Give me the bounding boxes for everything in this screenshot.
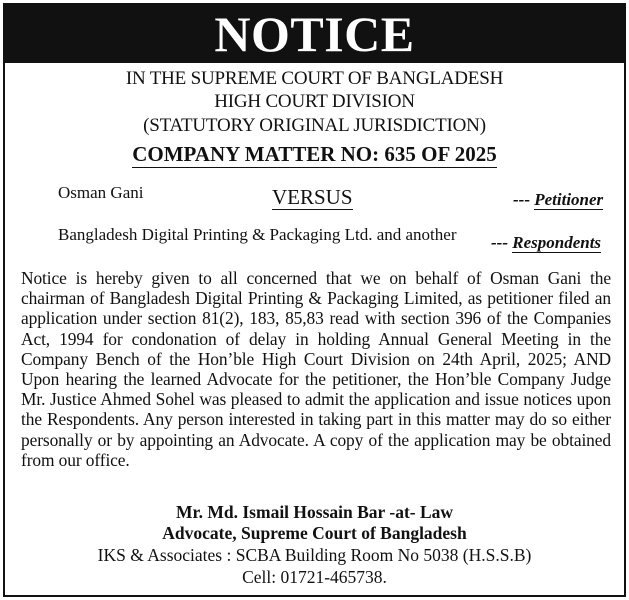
petitioner-role-label: Petitioner bbox=[534, 190, 604, 209]
notice-banner: NOTICE bbox=[5, 5, 624, 63]
petitioner-dashes: --- bbox=[513, 190, 530, 209]
notice-frame bbox=[3, 3, 626, 597]
advocate-name: Mr. Md. Ismail Hossain Bar -at- Law bbox=[175, 502, 454, 522]
advocate-title: Advocate, Supreme Court of Bangladesh bbox=[162, 523, 467, 543]
petitioner-name: Osman Gani bbox=[58, 183, 144, 202]
court-jurisdiction: (STATUTORY ORIGINAL JURISDICTION) bbox=[143, 115, 486, 136]
company-matter bbox=[5, 142, 624, 166]
respondent-role bbox=[491, 233, 601, 253]
respondent-name: Bangladesh Digital Printing & Packaging Ltd. and another bbox=[58, 225, 457, 244]
cell-number: Cell: 01721-465738. bbox=[242, 567, 387, 587]
respondent-role-label: Respondents bbox=[512, 233, 602, 252]
respondent-dashes: --- bbox=[491, 233, 508, 252]
office-address: IKS & Associates : SCBA Building Room No 5038 (H.S.S.B) bbox=[97, 545, 532, 565]
court-name: IN THE SUPREME COURT OF BANGLADESH bbox=[125, 68, 504, 89]
company-matter-number: COMPANY MATTER NO: 635 OF 2025 bbox=[132, 142, 497, 166]
petitioner-role bbox=[513, 190, 603, 210]
versus-text: VERSUS bbox=[272, 185, 353, 209]
notice-body: Notice is hereby given to all concerned that we on behalf of Osman Gani the chairman of Bangladesh Digital Printing & Packaging Limited, as petitioner filed an application under section 81(2), 183, 85,83 read with section 396 of the Companies Act, 1994 for condonation of delay in holding Annual General Meeting in the Company Bench of the Hon’ble High Court Division on 24th April, 2025; AND Upon hearing the learned Advocate for the petitioner, the Hon’ble Company Judge Mr. Justice Ahmed Sohel was pleased to admit the application and issue notices upon the Respondents. Any person interested in taking part in this matter may do so either personally or by appointing an Advocate. A copy of the application may be obtained from our office. bbox=[21, 268, 611, 470]
court-division: HIGH COURT DIVISION bbox=[214, 91, 415, 112]
versus-label bbox=[272, 185, 353, 209]
